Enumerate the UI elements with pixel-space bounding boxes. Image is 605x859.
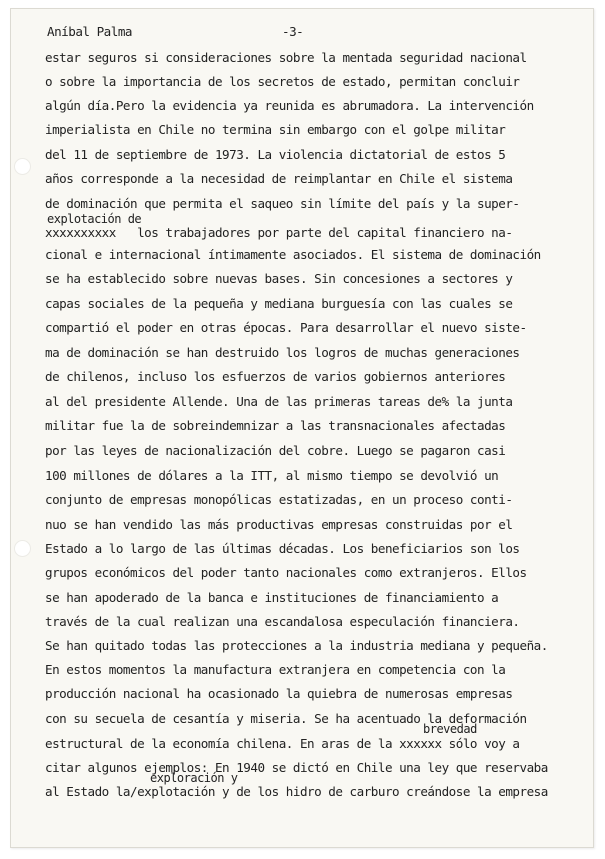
interlinear-insertion: explotación de: [47, 212, 142, 226]
interlinear-insertion: brevedad: [423, 722, 477, 736]
text-line: través de la cual realizan una escandalosa especulación financiera.: [45, 614, 520, 629]
text-line: o sobre la importancia de los secretos de estado, permitan concluir: [45, 74, 520, 89]
text-line: cional e internacional íntimamente asociados. El sistema de dominación: [45, 247, 541, 262]
punch-hole: [14, 540, 31, 557]
text-line: se ha establecido sobre nuevas bases. Sin concesiones a sectores y: [45, 271, 513, 286]
text-line: estar seguros si consideraciones sobre la mentada seguridad nacional: [45, 50, 527, 65]
text-line: En estos momentos la manufactura extranjera en competencia con la: [45, 662, 506, 677]
author-name: Aníbal Palma: [47, 24, 132, 39]
text-line: capas sociales de la pequeña y mediana burguesía con las cuales se: [45, 296, 513, 311]
text-line: con su secuela de cesantía y miseria. Se ha acentuado la deformación: [45, 711, 527, 726]
punch-hole: [14, 158, 31, 175]
text-line: ma de dominación se han destruido los logros de muchas generaciones: [45, 345, 520, 360]
text-line: Se han quitado todas las protecciones a la industria mediana y pequeña.: [45, 638, 548, 653]
text-line: Estado a lo largo de las últimas décadas. Los beneficiarios son los: [45, 541, 520, 556]
text-line: nuo se han vendido las más productivas empresas construidas por el: [45, 517, 513, 532]
page-number: -3-: [282, 24, 304, 39]
text-line: algún día.Pero la evidencia ya reunida es abrumadora. La intervención: [45, 98, 534, 113]
text-line: grupos económicos del poder tanto nacionales como extranjeros. Ellos: [45, 565, 527, 580]
text-line: del 11 de septiembre de 1973. La violencia dictatorial de estos 5: [45, 147, 506, 162]
text-line: xxxxxxxxxx los trabajadores por parte del capital financiero na-: [45, 225, 513, 240]
text-line: compartió el poder en otras épocas. Para desarrollar el nuevo siste-: [45, 320, 527, 335]
text-line: conjunto de empresas monopólicas estatizadas, en un proceso conti-: [45, 492, 513, 507]
text-line: se han apoderado de la banca e instituciones de financiamiento a: [45, 590, 499, 605]
text-line: citar algunos ejemplos: En 1940 se dictó en Chile una ley que reservaba: [45, 760, 548, 775]
text-line: de dominación que permita el saqueo sin límite del país y la super-: [45, 196, 520, 211]
text-line: por las leyes de nacionalización del cobre. Luego se pagaron casi: [45, 443, 506, 458]
text-line: estructural de la economía chilena. En aras de la xxxxxx sólo voy a: [45, 736, 520, 751]
text-line: producción nacional ha ocasionado la quiebra de numerosas empresas: [45, 686, 513, 701]
text-line: militar fue la de sobreindemnizar a las transnacionales afectadas: [45, 418, 506, 433]
text-line: imperialista en Chile no termina sin embargo con el golpe militar: [45, 122, 506, 137]
text-line: años corresponde a la necesidad de reimplantar en Chile el sistema: [45, 171, 513, 186]
text-line: 100 millones de dólares a la ITT, al mismo tiempo se devolvió un: [45, 468, 499, 483]
text-line: de chilenos, incluso los esfuerzos de varios gobiernos anteriores: [45, 369, 506, 384]
interlinear-insertion: exploración y: [150, 771, 238, 785]
text-line: al del presidente Allende. Una de las primeras tareas de% la junta: [45, 394, 513, 409]
text-line: al Estado la/explotación y de los hidro de carburo creándose la empresa: [45, 784, 548, 799]
